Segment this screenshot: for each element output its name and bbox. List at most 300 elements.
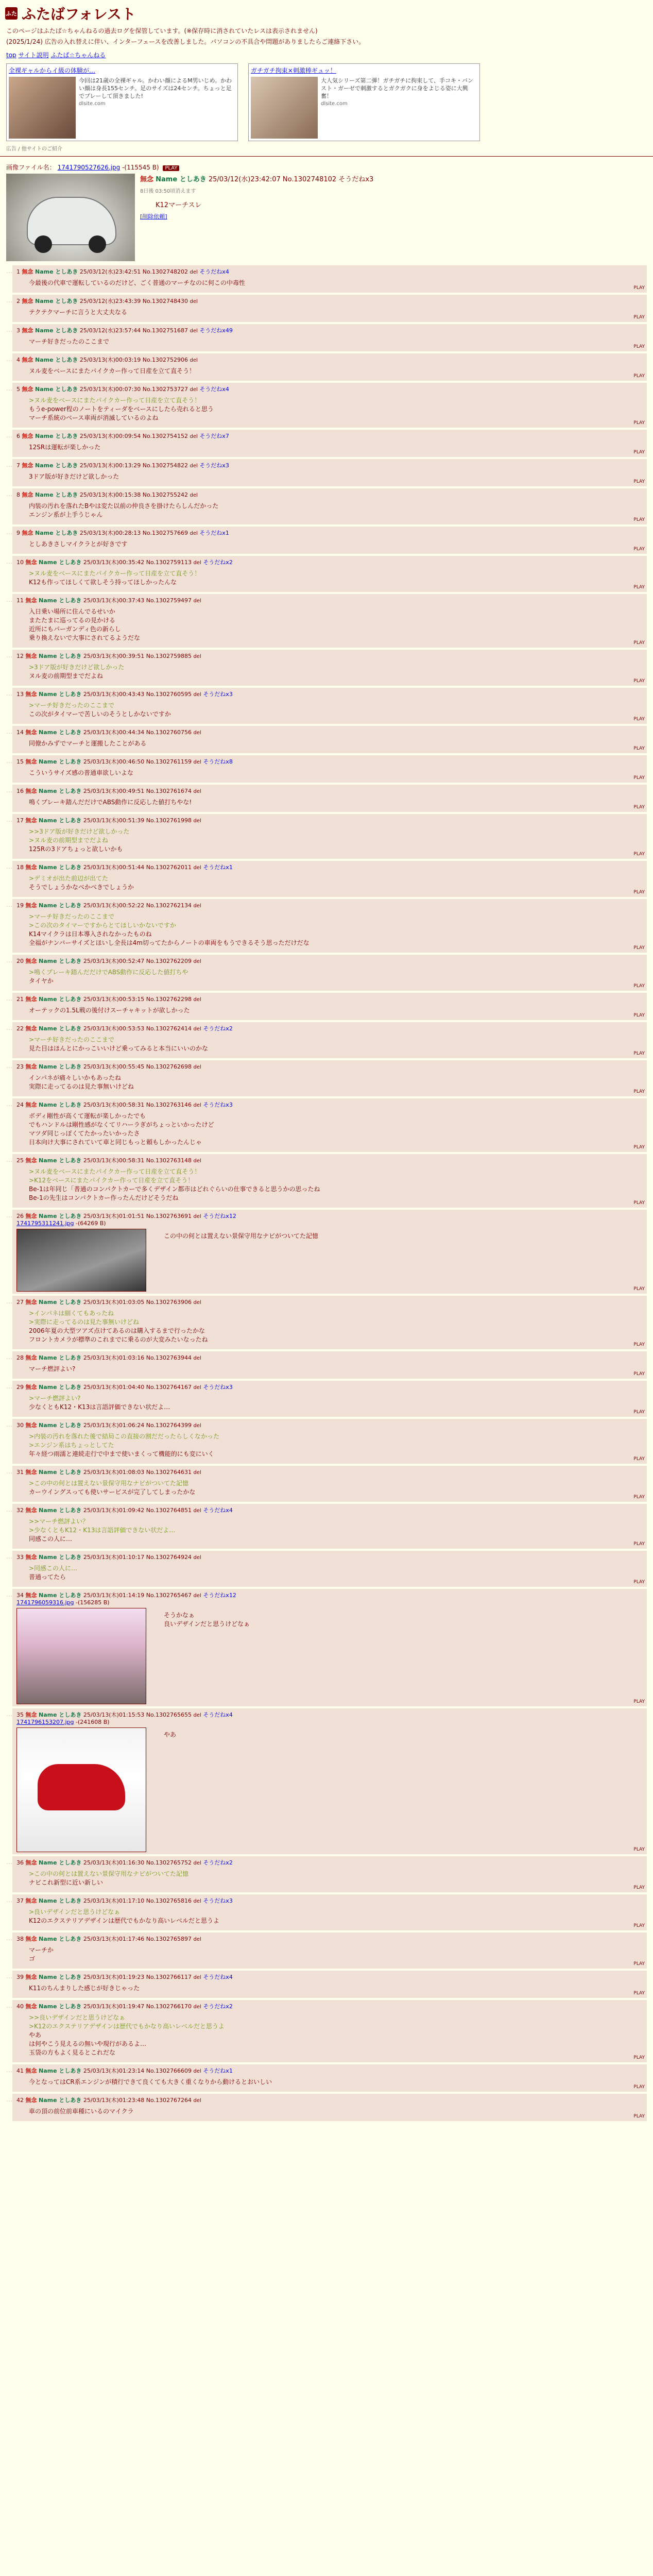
op-file-link[interactable]: 1741790527626.jpg	[57, 164, 121, 171]
reply-play-button[interactable]: PLAY	[633, 746, 645, 751]
reply-image[interactable]	[16, 1229, 146, 1292]
quote-line: >ヌル麦の前期型までだよね	[29, 837, 109, 844]
reply-body	[29, 1564, 643, 1582]
reply-header	[16, 2002, 643, 2010]
reply-del[interactable]: del	[193, 654, 201, 659]
reply-subject: 無念	[25, 691, 37, 698]
text-line: エンジン系が上手うじゃん	[29, 511, 103, 518]
reply-number[interactable]: No.1302764167	[146, 1384, 192, 1391]
reply-sodane[interactable]: そうだねx4	[199, 268, 229, 275]
reply-box	[12, 1933, 647, 1969]
reply-del[interactable]: del	[193, 865, 201, 871]
ad-card[interactable]	[6, 63, 238, 141]
reply-play-button[interactable]: PLAY	[633, 1145, 645, 1150]
text-line: 125Rの3ドアちょっと欲しいかも	[29, 845, 123, 853]
reply-sodane[interactable]: そうだねx3	[203, 1384, 233, 1391]
reply-play-button[interactable]: PLAY	[633, 315, 645, 320]
reply-row	[6, 430, 647, 457]
reply-sodane[interactable]: そうだねx7	[199, 433, 229, 439]
op-number[interactable]: No.1302748102	[282, 176, 337, 183]
reply-number[interactable]: No.1302763148	[146, 1157, 192, 1164]
reply-row	[6, 353, 647, 381]
reply-marker: …	[6, 385, 12, 392]
reply-del[interactable]: del	[193, 560, 201, 566]
reply-play-button[interactable]: PLAY	[633, 1286, 645, 1292]
reply-del[interactable]: del	[190, 269, 198, 275]
op-expire: 8日後 03:50頃消えます	[140, 189, 196, 194]
op-meta	[140, 174, 373, 261]
reply-number[interactable]: No.1302760595	[146, 691, 192, 698]
reply-sodane[interactable]: そうだねx3	[203, 1897, 233, 1904]
reply-number[interactable]: No.1302764631	[146, 1469, 192, 1476]
reply-date: 25/03/13(木)00:53:15	[83, 996, 145, 1003]
reply-sodane[interactable]: そうだねx1	[199, 530, 229, 536]
reply-date: 25/03/13(木)00:55:45	[83, 1063, 145, 1070]
reply-number[interactable]: No.1302761159	[146, 758, 192, 765]
ad-card[interactable]	[248, 63, 480, 141]
reply-play-button[interactable]: PLAY	[633, 890, 645, 895]
reply-del[interactable]: del	[190, 328, 198, 334]
reply-play-button[interactable]: PLAY	[633, 1410, 645, 1415]
reply-sodane[interactable]: そうだねx4	[203, 1711, 233, 1718]
reply-row	[6, 1466, 647, 1502]
reply-play-button[interactable]: PLAY	[633, 984, 645, 989]
reply-del[interactable]: del	[193, 1103, 201, 1108]
reply-row	[6, 1894, 647, 1930]
reply-sodane[interactable]: そうだねx3	[199, 462, 229, 469]
reply-subject: 無念	[25, 817, 37, 824]
reply-number[interactable]: No.1302767264	[146, 2097, 192, 2104]
reply-sodane[interactable]: そうだねx3	[203, 1101, 233, 1108]
reply-play-button[interactable]: PLAY	[633, 805, 645, 810]
reply-play-button[interactable]: PLAY	[633, 1847, 645, 1852]
reply-file-link[interactable]: 1741795311241.jpg	[16, 1220, 74, 1227]
reply-subject: 無念	[25, 1299, 37, 1306]
reply-index: 16	[16, 788, 24, 794]
text-line: 3ドア版が好きだけど欲しかった	[29, 473, 119, 480]
reply-number[interactable]: No.1302763691	[146, 1213, 192, 1219]
nav-about-link[interactable]: サイト説明	[18, 52, 49, 59]
reply-row	[6, 383, 647, 428]
reply-number[interactable]: No.1302762209	[146, 958, 192, 964]
reply-number[interactable]: No.1302752906	[142, 357, 188, 363]
reply-del[interactable]: del	[193, 1355, 201, 1361]
reply-number[interactable]: No.1302761674	[146, 788, 192, 794]
play-button[interactable]: PLAY	[163, 165, 179, 171]
reply-sodane[interactable]: そうだねx4	[203, 1974, 233, 1980]
reply-name: Name としあき	[39, 758, 82, 765]
reply-date: 25/03/13(木)01:15:53	[83, 1711, 145, 1718]
reply-del[interactable]: del	[193, 1026, 201, 1032]
reply-number[interactable]: No.1302754822	[142, 462, 188, 469]
reply-index: 9	[16, 530, 20, 536]
reply-name: Name としあき	[39, 1354, 82, 1361]
reply-marker: …	[6, 1468, 12, 1475]
quote-line: >ヌル麦をベースにまたパイクカー作って日産を立て直そう！	[29, 1168, 201, 1175]
reply-sodane[interactable]: そうだねx49	[199, 327, 233, 334]
reply-number[interactable]: No.1302762698	[146, 1063, 192, 1070]
reply-row	[6, 594, 647, 648]
reply-del[interactable]: del	[190, 434, 198, 439]
reply-marker: …	[6, 1100, 12, 1108]
reply-del[interactable]: del	[193, 1713, 201, 1718]
reply-name: Name としあき	[39, 1507, 82, 1514]
reply-number[interactable]: No.1302766170	[146, 2003, 192, 2010]
reply-date: 25/03/13(木)01:19:47	[83, 2003, 145, 2010]
reply-name: Name としあき	[39, 1384, 82, 1391]
ad-image[interactable]	[251, 77, 318, 139]
reply-header	[16, 1212, 643, 1220]
reply-name: Name としあき	[39, 1299, 82, 1306]
reply-play-button[interactable]: PLAY	[633, 1342, 645, 1347]
reply-play-button[interactable]: PLAY	[633, 285, 645, 291]
reply-name: Name としあき	[39, 1213, 82, 1219]
reply-subject: 無念	[25, 1554, 37, 1561]
reply-del[interactable]: del	[193, 1555, 201, 1561]
reply-name: Name としあき	[39, 1157, 82, 1164]
reply-sodane[interactable]: そうだねx2	[203, 2003, 233, 2010]
reply-number[interactable]: No.1302748202	[142, 268, 188, 275]
reply-play-button[interactable]: PLAY	[633, 945, 645, 951]
ad-title[interactable]: ガチガチ拘束×刺激棒ギュッ！	[251, 67, 336, 74]
reply-date: 25/03/13(木)00:15:38	[79, 492, 141, 498]
reply-date: 25/03/13(木)01:03:16	[83, 1354, 145, 1361]
reply-play-button[interactable]: PLAY	[633, 344, 645, 349]
reply-name: Name としあき	[39, 691, 82, 698]
reply-number[interactable]: No.1302766117	[146, 1974, 192, 1980]
reply-del[interactable]: del	[193, 1385, 201, 1391]
reply-del[interactable]: del	[193, 818, 201, 824]
quote-line: >同感この人に…	[29, 1565, 78, 1572]
reply-marker: …	[6, 995, 12, 1002]
reply-number[interactable]: No.1302759885	[146, 653, 192, 659]
reply-header	[16, 2096, 643, 2104]
quote-line: >マーチ好きだったのここまで	[29, 913, 115, 920]
reply-number[interactable]: No.1302763944	[146, 1354, 192, 1361]
reply-file-link[interactable]: 1741796059316.jpg	[16, 1599, 74, 1606]
reply-header	[16, 432, 643, 440]
reply-box	[12, 899, 647, 953]
reply-date: 25/03/13(木)00:58:31	[83, 1101, 145, 1108]
reply-subject: 無念	[22, 327, 33, 334]
reply-del[interactable]: del	[193, 1860, 201, 1866]
reply-box	[12, 650, 647, 686]
reply-number[interactable]: No.1302748430	[142, 298, 188, 304]
reply-file-size: -(64269 B)	[76, 1220, 106, 1227]
ad-title[interactable]: 全裸ギャルからイ級の体験が…	[9, 67, 96, 74]
reply-play-button[interactable]: PLAY	[633, 517, 645, 522]
text-line: 今となってはCR系エンジンが積行できて良くても大きく重くなりから動けるとおいしい	[29, 2078, 272, 2086]
nav-futaba-link[interactable]: ふたば☆ちゃんねる	[50, 52, 106, 59]
reply-play-button[interactable]: PLAY	[633, 2055, 645, 2060]
quote-line: >この中の何とは置えない景保守用なナビがついてた記憶	[29, 1480, 189, 1487]
reply-number[interactable]: No.1302760756	[146, 729, 192, 736]
reply-play-button[interactable]: PLAY	[633, 374, 645, 379]
reply-sodane[interactable]: そうだねx1	[203, 864, 233, 871]
reply-name: Name としあき	[39, 2067, 82, 2074]
reply-index: 33	[16, 1554, 24, 1561]
reply-date: 25/03/13(木)01:08:03	[83, 1469, 145, 1476]
reply-index: 42	[16, 2097, 24, 2104]
reply-play-button[interactable]: PLAY	[633, 1051, 645, 1056]
reply-body	[29, 472, 643, 481]
reply-number[interactable]: No.1302764924	[146, 1554, 192, 1561]
reply-date: 25/03/13(木)01:19:23	[83, 1974, 145, 1980]
reply-sodane[interactable]: そうだねx4	[199, 386, 229, 393]
reply-number[interactable]: No.1302754152	[142, 433, 188, 439]
reply-sodane[interactable]: そうだねx3	[203, 691, 233, 698]
reply-row	[6, 1060, 647, 1096]
reply-sodane[interactable]: そうだねx2	[203, 1859, 233, 1866]
reply-header	[16, 2066, 643, 2075]
reply-body	[29, 2107, 643, 2116]
reply-name: Name としあき	[39, 1936, 82, 1942]
reply-del[interactable]: del	[193, 2069, 201, 2074]
reply-header	[16, 326, 643, 334]
reply-del[interactable]: del	[193, 598, 201, 604]
reply-sodane[interactable]: そうだねx8	[203, 758, 233, 765]
reply-number[interactable]: No.1302765897	[146, 1936, 192, 1942]
quote-line: >ヌル麦をベースにまたパイクカー作って日産を立て直そう！	[29, 570, 201, 577]
op-sodane[interactable]: そうだねx3	[338, 176, 374, 183]
reply-play-button[interactable]: PLAY	[633, 775, 645, 781]
reply-del[interactable]: del	[193, 1423, 201, 1429]
wheel-shape	[89, 235, 106, 253]
text-line: ゴ	[29, 1955, 36, 1962]
text-line: ナビこれ新型に近い新しい	[29, 1879, 104, 1886]
reply-subject: 無念	[25, 1063, 37, 1070]
quote-line: >マーチ好きだったのここまで	[29, 1036, 115, 1043]
reply-header	[16, 1353, 643, 1362]
reply-subject: 無念	[22, 298, 33, 304]
reply-index: 26	[16, 1213, 24, 1219]
reply-header	[16, 596, 643, 604]
reply-play-button[interactable]: PLAY	[633, 2084, 645, 2090]
reply-index: 21	[16, 996, 24, 1003]
reply-subject: 無念	[25, 1592, 37, 1599]
reply-del[interactable]: del	[193, 759, 201, 765]
reply-play-button[interactable]: PLAY	[633, 1699, 645, 1704]
reply-del[interactable]: del	[193, 730, 201, 736]
reply-image[interactable]	[16, 1608, 146, 1704]
reply-number[interactable]: No.1302764851	[146, 1507, 192, 1514]
reply-del[interactable]: del	[193, 959, 201, 964]
reply-play-button[interactable]: PLAY	[633, 585, 645, 590]
quote-line: >鳴くブレーキ踏んだだけでABS動作に反応した値打ちや	[29, 969, 188, 976]
reply-number[interactable]: No.1302753727	[142, 386, 188, 393]
reply-number[interactable]: No.1302765467	[146, 1592, 192, 1599]
reply-del[interactable]: del	[193, 1470, 201, 1476]
reply-play-button[interactable]: PLAY	[633, 1885, 645, 1890]
reply-del[interactable]: del	[190, 493, 198, 498]
reply-play-button[interactable]: PLAY	[633, 1200, 645, 1206]
reply-date: 25/03/13(木)01:16:30	[83, 1859, 145, 1866]
reply-number[interactable]: No.1302765655	[146, 1711, 192, 1718]
reply-del[interactable]: del	[193, 1158, 201, 1164]
text-line: マツダ同じっぽくてたかったいかったさ	[29, 1130, 140, 1137]
reply-body	[29, 279, 643, 287]
reply-number[interactable]: No.1302763146	[146, 1101, 192, 1108]
nav-top-link[interactable]: top	[6, 52, 16, 59]
reply-box	[12, 1210, 647, 1294]
reply-number[interactable]: No.1302751687	[142, 327, 188, 334]
reply-sodane[interactable]: そうだねx12	[203, 1213, 236, 1219]
reply-subject: 無念	[25, 1101, 37, 1108]
reply-del[interactable]: del	[193, 1593, 201, 1599]
reply-date: 25/03/13(木)00:03:19	[79, 357, 141, 363]
reply-number[interactable]: No.1302762011	[146, 864, 192, 871]
reply-subject: 無念	[25, 559, 37, 566]
reply-del[interactable]: del	[190, 358, 198, 363]
reply-play-button[interactable]: PLAY	[633, 1089, 645, 1094]
reply-number[interactable]: No.1302765752	[146, 1859, 192, 1866]
reply-row	[6, 1589, 647, 1706]
reply-del[interactable]: del	[193, 789, 201, 794]
reply-subject: 無念	[25, 996, 37, 1003]
reply-sodane[interactable]: そうだねx4	[203, 1507, 233, 1514]
reply-box	[12, 2094, 647, 2121]
reply-marker: …	[6, 901, 12, 908]
reply-file-size: -(241608 B)	[76, 1719, 110, 1725]
reply-subject: 無念	[25, 864, 37, 871]
reply-marker: …	[6, 690, 12, 697]
reply-play-button[interactable]: PLAY	[633, 1991, 645, 1996]
reply-index: 37	[16, 1897, 24, 1904]
op-image[interactable]	[6, 174, 135, 261]
reply-index: 29	[16, 1384, 24, 1391]
reply-number[interactable]: No.1302762134	[146, 902, 192, 909]
text-line: 乗り換えないで大事にされてるようだな	[29, 634, 141, 641]
reply-header	[16, 1156, 643, 1164]
reply-image[interactable]	[16, 1727, 146, 1852]
reply-box	[12, 1971, 647, 1998]
reply-marker: …	[6, 787, 12, 794]
reply-play-button[interactable]: PLAY	[633, 1495, 645, 1500]
reply-play-button[interactable]: PLAY	[633, 1580, 645, 1585]
reply-marker: …	[6, 1383, 12, 1390]
reply-row	[6, 1154, 647, 1208]
reply-number[interactable]: No.1302763906	[146, 1299, 192, 1306]
reply-subject: 無念	[25, 653, 37, 659]
reply-play-button[interactable]: PLAY	[633, 679, 645, 684]
reply-date: 25/03/13(木)00:07:30	[79, 386, 141, 393]
reply-play-button[interactable]: PLAY	[633, 1923, 645, 1928]
reply-file-link[interactable]: 1741796153207.jpg	[16, 1719, 74, 1725]
reply-del[interactable]: del	[193, 1064, 201, 1070]
reply-del[interactable]: del	[193, 692, 201, 698]
reply-del[interactable]: del	[190, 387, 198, 393]
reply-del[interactable]: del	[193, 1300, 201, 1306]
reply-number[interactable]: No.1302759113	[146, 559, 192, 566]
reply-subject: 無念	[22, 357, 33, 363]
reply-box	[12, 1708, 647, 1854]
reply-del[interactable]: del	[193, 1975, 201, 1980]
reply-del[interactable]: del	[190, 463, 198, 469]
reply-body	[29, 367, 643, 376]
reply-play-button[interactable]: PLAY	[633, 852, 645, 857]
reply-play-button[interactable]: PLAY	[633, 547, 645, 552]
quote-line: >>マーチ燃評よい？	[29, 1518, 89, 1525]
reply-marker: …	[6, 1591, 12, 1598]
reply-play-button[interactable]: PLAY	[633, 420, 645, 426]
reply-marker: …	[6, 267, 12, 275]
reply-play-button[interactable]: PLAY	[633, 1961, 645, 1967]
reply-header	[16, 1710, 643, 1719]
reply-row	[6, 899, 647, 953]
reply-index: 32	[16, 1507, 24, 1514]
reply-number[interactable]: No.1302766609	[146, 2067, 192, 2074]
reply-del[interactable]: del	[193, 1899, 201, 1904]
reply-body	[29, 912, 643, 947]
reply-body	[29, 540, 643, 549]
reply-name: Name としあき	[35, 268, 78, 275]
reply-number[interactable]: No.1302759497	[146, 597, 192, 604]
reply-del[interactable]: del	[193, 2098, 201, 2104]
reply-play-button[interactable]: PLAY	[633, 1371, 645, 1377]
reply-number[interactable]: No.1302761998	[146, 817, 192, 824]
reply-sodane[interactable]: そうだねx2	[203, 559, 233, 566]
reply-del[interactable]: del	[193, 997, 201, 1003]
reply-index: 41	[16, 2067, 24, 2074]
reply-play-button[interactable]: PLAY	[633, 450, 645, 455]
reply-number[interactable]: No.1302764399	[146, 1422, 192, 1429]
reply-body	[29, 1006, 643, 1015]
reply-sodane[interactable]: そうだねx12	[203, 1592, 236, 1599]
reply-box	[12, 814, 647, 859]
reply-play-button[interactable]: PLAY	[633, 2114, 645, 2119]
reply-del[interactable]: del	[190, 299, 198, 304]
reply-play-button[interactable]: PLAY	[633, 479, 645, 484]
reply-sodane[interactable]: そうだねx1	[203, 2067, 233, 2074]
reply-marker: …	[6, 863, 12, 870]
reply-sodane[interactable]: そうだねx2	[203, 1025, 233, 1032]
reply-date: 25/03/13(木)00:37:43	[83, 597, 145, 604]
reply-number[interactable]: No.1302757669	[142, 530, 188, 536]
reply-box	[12, 1894, 647, 1930]
text-line: K11のちんまりした感じが好きじゃった	[29, 1985, 140, 1992]
reply-number[interactable]: No.1302765816	[146, 1897, 192, 1904]
reply-del[interactable]: del	[193, 2004, 201, 2010]
reply-row	[6, 688, 647, 724]
reply-play-button[interactable]: PLAY	[633, 1456, 645, 1462]
text-line: やあ	[164, 1731, 177, 1738]
reply-number[interactable]: No.1302762298	[146, 996, 192, 1003]
reply-body	[29, 739, 643, 748]
reply-index: 28	[16, 1354, 24, 1361]
reply-del[interactable]: del	[190, 531, 198, 536]
reply-box	[12, 1060, 647, 1096]
reply-del[interactable]: del	[193, 1937, 201, 1942]
reply-del[interactable]: del	[193, 903, 201, 909]
ad-image[interactable]	[9, 77, 76, 139]
reply-play-button[interactable]: PLAY	[633, 640, 645, 646]
text-line: インパネが痛々しいかもあったね	[29, 1074, 122, 1081]
reply-del[interactable]: del	[193, 1214, 201, 1219]
reply-play-button[interactable]: PLAY	[633, 717, 645, 722]
reply-body	[164, 1611, 250, 1701]
reply-date: 25/03/13(木)01:23:48	[83, 2097, 145, 2104]
reply-date: 25/03/13(木)00:35:42	[83, 559, 145, 566]
ad-area	[0, 60, 653, 144]
reply-number[interactable]: No.1302755242	[142, 492, 188, 498]
reply-box	[12, 755, 647, 783]
reply-date: 25/03/13(木)00:51:44	[83, 864, 145, 871]
reply-del[interactable]: del	[193, 1508, 201, 1514]
reply-number[interactable]: No.1302762414	[146, 1025, 192, 1032]
delete-request-link[interactable]: [削除依頼]	[140, 213, 167, 220]
reply-play-button[interactable]: PLAY	[633, 1013, 645, 1018]
reply-play-button[interactable]: PLAY	[633, 1541, 645, 1547]
